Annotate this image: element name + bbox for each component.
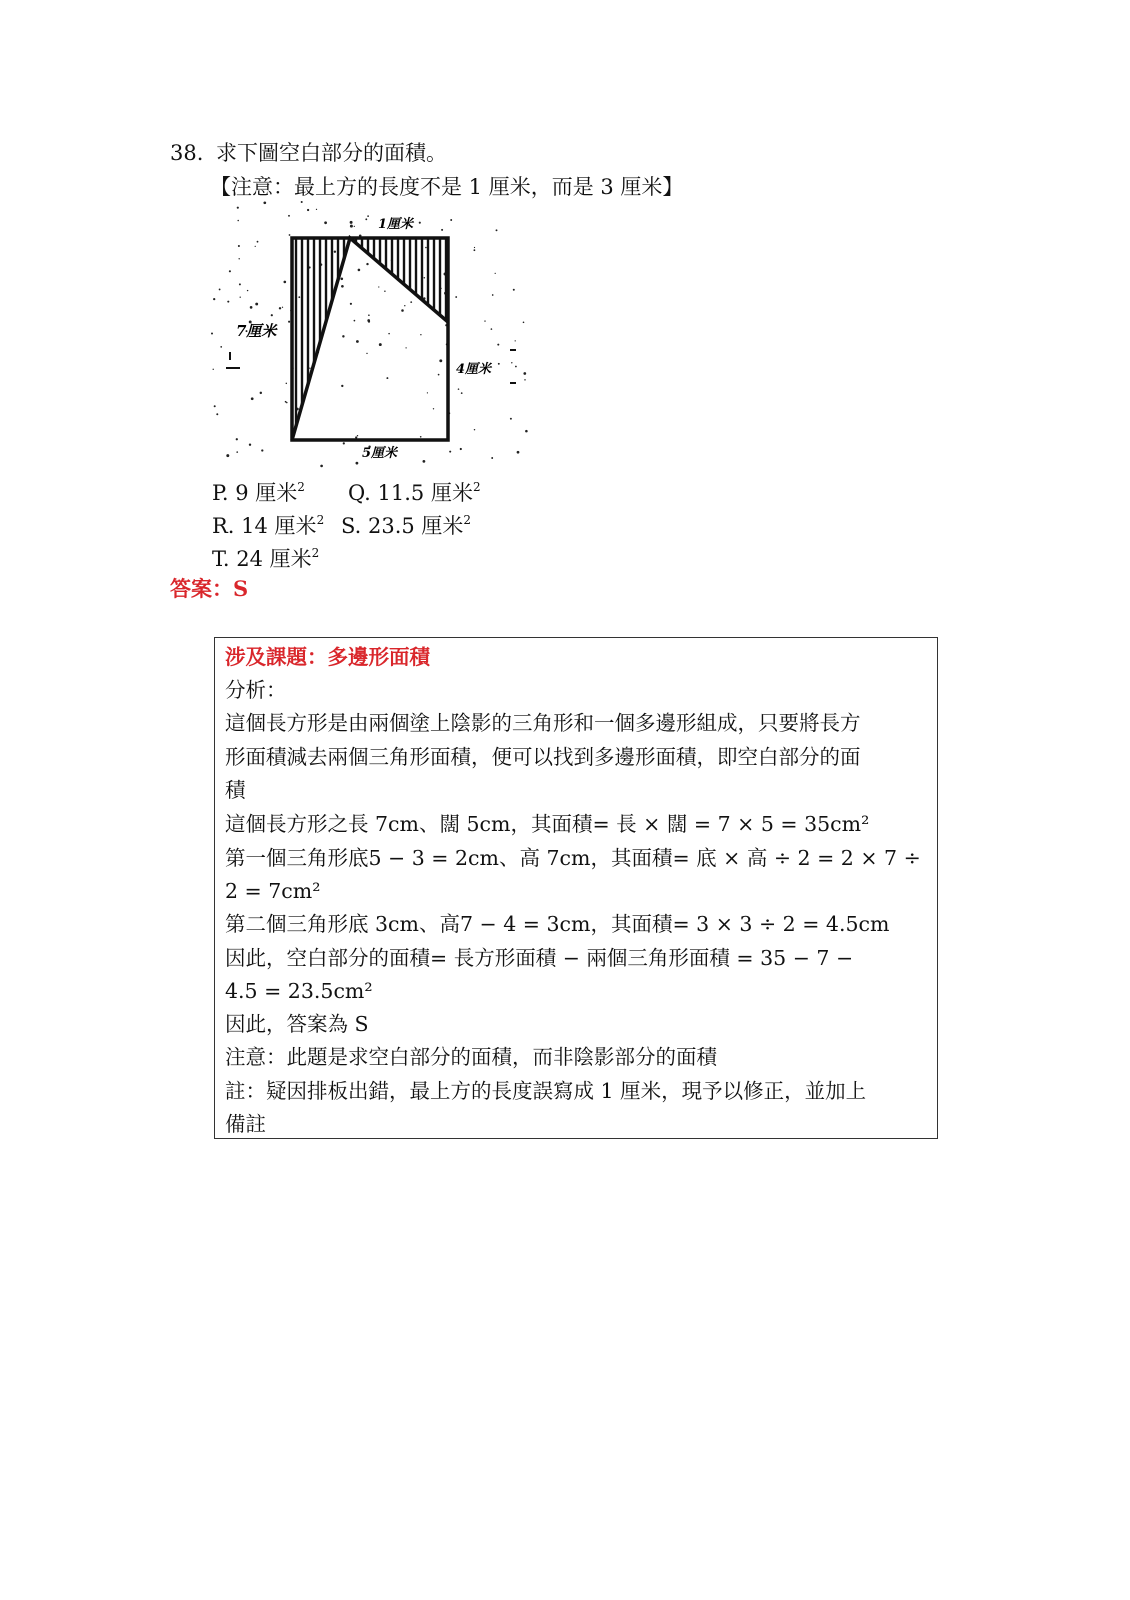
label-bottom: 5厘米 xyxy=(362,446,398,461)
option-q: Q. 11.5 厘米$^2$ xyxy=(348,480,481,505)
solution-topic: 涉及課題：多邊形面積 xyxy=(225,645,430,669)
solution-line: 註：疑因排板出錯，最上方的長度誤寫成 1 厘米，現予以修正，並加上 xyxy=(225,1079,867,1103)
option-t: T. 24 厘米$^2$ xyxy=(212,546,320,571)
geometry-figure xyxy=(210,200,530,475)
answer-label: 答案：S xyxy=(170,576,249,601)
solution-line: 因此，答案為 S xyxy=(225,1012,369,1036)
option-r: R. 14 厘米$^2$ xyxy=(212,513,325,538)
question-text: 求下圖空白部分的面積。 xyxy=(216,141,447,165)
solution-line: 分析： xyxy=(225,678,287,702)
solution-line: 2 = 7cm² xyxy=(225,879,321,903)
solution-line: 4.5 = 23.5cm² xyxy=(225,979,373,1003)
solution-line: 第二個三角形底 3cm、高7 − 4 = 3cm，其面積= 3 × 3 ÷ 2 = 4.5cm xyxy=(225,912,890,936)
solution-line: 第一個三角形底5 − 3 = 2cm、高 7cm，其面積= 底 × 高 ÷ 2 = 2 × 7 ÷ xyxy=(225,846,921,870)
option-p: P. 9 厘米$^2$ xyxy=(212,480,305,505)
label-top: 1厘米 xyxy=(378,217,414,232)
solution-line: 這個長方形是由兩個塗上陰影的三角形和一個多邊形組成，只要將長方 xyxy=(225,711,861,735)
question-number: 38. xyxy=(170,141,204,165)
solution-line: 形面積減去兩個三角形面積，便可以找到多邊形面積，即空白部分的面 xyxy=(225,745,861,769)
label-left: 7厘米 xyxy=(236,322,277,340)
option-s: S. 23.5 厘米$^2$ xyxy=(341,513,472,538)
label-right: 4厘米 xyxy=(456,362,492,377)
question-note: 【注意：最上方的長度不是 1 厘米，而是 3 厘米】 xyxy=(210,175,684,199)
figure-svg xyxy=(210,200,530,475)
solution-box xyxy=(214,637,938,1139)
solution-line: 備註 xyxy=(225,1112,266,1136)
solution-line: 因此，空白部分的面積= 長方形面積 − 兩個三角形面積 = 35 − 7 − xyxy=(225,946,854,970)
solution-line: 注意：此題是求空白部分的面積，而非陰影部分的面積 xyxy=(225,1045,717,1069)
solution-line: 這個長方形之長 7cm、闊 5cm，其面積= 長 × 闊 = 7 × 5 = 35cm² xyxy=(225,812,870,836)
solution-line: 積 xyxy=(225,778,246,802)
